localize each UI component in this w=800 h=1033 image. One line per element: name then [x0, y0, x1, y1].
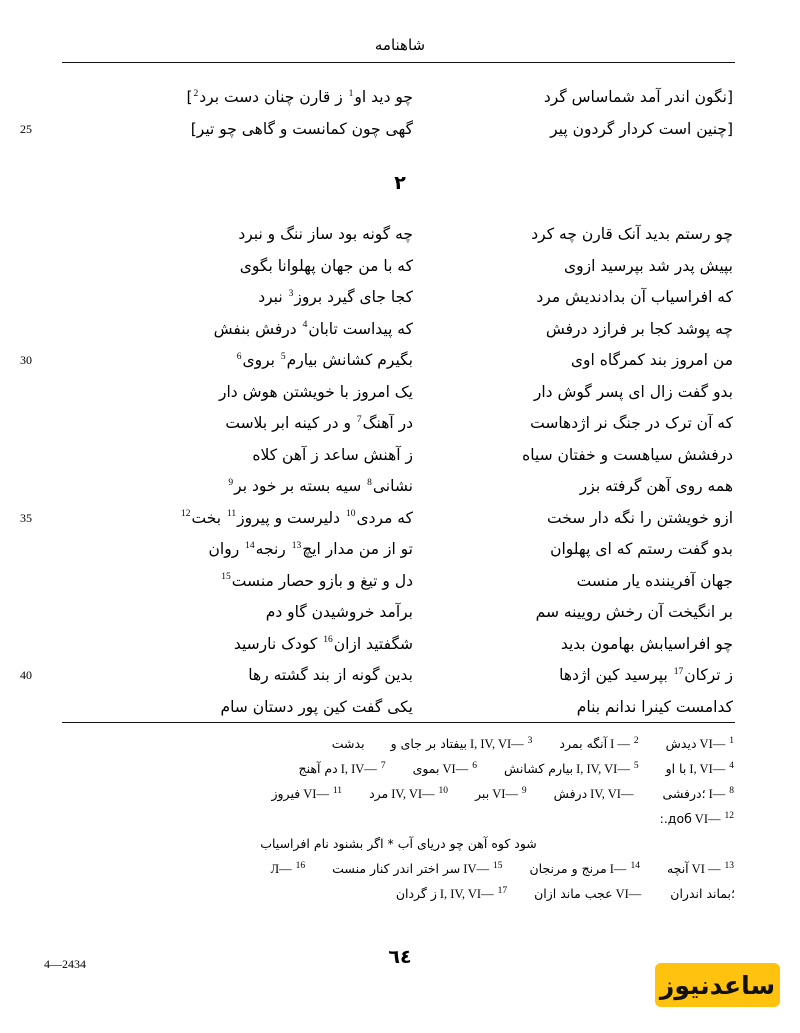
footnote-entry [260, 836, 537, 851]
footnote-rule [62, 722, 735, 723]
watermark-badge [655, 963, 780, 1007]
hemistich-right: چو رستم بدید آنک قارن چه کرد [531, 225, 733, 243]
hemistich-text: تو از من مدار ایچ [302, 540, 413, 558]
verse-block-main [20, 219, 735, 723]
hemistich-left: کجا جای گیرد بروز$^3$ نبرد [258, 288, 413, 306]
hemistich-text: کودک نارسید [233, 634, 318, 653]
manuscript-siglum: I— [609, 862, 627, 876]
hemistich-right: بر انگیخت آن رخش رویینه سم [535, 603, 733, 621]
couplet [62, 440, 735, 472]
hemistich-left: چو دید او$^1$ ز قارن چنان دست برد$^2$] [186, 88, 413, 106]
couplet [62, 534, 735, 566]
watermark-text: ساعدنیوز [659, 970, 776, 1000]
footnote-variant: سر اختر اندر کنار منست [332, 861, 461, 876]
couplet [62, 471, 735, 503]
hemistich-text: بروی [242, 351, 275, 369]
footnote-entry [534, 886, 644, 901]
hemistich-text: روان [208, 540, 240, 558]
hemistich-text: سیه بسته بر خود بر [234, 477, 362, 495]
hemistich-text: کجا جای گیرد بروز [294, 288, 413, 306]
hemistich-text: در آهنگ [362, 414, 413, 432]
footnote-line [62, 806, 735, 831]
manuscript-siglum: VI— [303, 787, 329, 801]
hemistich-right: درفشش سیاهست و خفتان سیاه [522, 445, 733, 464]
footnote-variant: ز گردان [395, 886, 437, 901]
footnote-variant: مرد [369, 786, 389, 801]
footnote-entry: $^5$I, IV, VI—بیارم کشانش [504, 761, 640, 776]
manuscript-siglum: VI— [615, 887, 642, 901]
manuscript-siglum: Л— [270, 862, 292, 876]
hemistich-text: که مردی [356, 508, 413, 527]
manuscript-siglum: I, IV, VI— [439, 887, 494, 901]
hemistich-left: شگفتید ازان$^{16}$ کودک نارسید [233, 634, 413, 653]
hemistich-right: که افراسیاب آن بدادندیش مرد [536, 288, 733, 306]
manuscript-siglum: IV, VI— [590, 787, 634, 801]
hemistich-text: دل و تیغ و بازو حصار منست [231, 571, 413, 590]
footnote-entry: $^9$VI—ببر [475, 786, 528, 801]
verse-block-top [20, 82, 735, 145]
section-number: ٢ [394, 172, 406, 194]
manuscript-siglum: VI — [691, 862, 721, 876]
footnote-line [62, 756, 735, 781]
footnote-entry: $^{11}$VI—فیروز [271, 786, 343, 801]
manuscript-siglum: I— [708, 787, 726, 801]
couplet [62, 629, 735, 661]
page-number: ٦٤ [388, 946, 412, 968]
hemistich-left: بگیرم کشانش بیارم$^5$ بروی$^6$ [236, 351, 413, 369]
couplet [62, 377, 735, 409]
footnote-entry: $^3$I, IV, VI—بیفتاد بر جای و [391, 736, 534, 751]
hemistich-right: همه روی آهن گرفته بزر [579, 477, 733, 495]
footnote-variant: بموی [412, 761, 440, 776]
hemistich-left: نشانی$^8$ سیه بسته بر خود بر$^9$ [228, 477, 413, 495]
hemistich-text: رنجه [255, 540, 286, 558]
couplet [62, 597, 735, 629]
hemistich-right: ازو خویشتن را نگه دار سخت [547, 508, 733, 527]
couplet [20, 660, 735, 692]
hemistich-left: بدین گونه از بند گشته رها [248, 666, 413, 684]
hemistich-right: ز ترکان$^{17}$ بپرسید کین اژدها [559, 666, 733, 684]
footnote-variant: آنچه [666, 861, 689, 876]
manuscript-siglum: I, IV— [340, 762, 377, 776]
hemistich-left: که با من جهان پهلوانا بگوی [239, 256, 413, 275]
footnote-entry: $^{12}$VI—доб.: [660, 811, 735, 826]
hemistich-left: که پیداست تابان$^4$ درفش بنفش [213, 319, 413, 338]
footnote-entry: $^{15}$IV—سر اختر اندر کنار منست [332, 861, 503, 876]
couplet [62, 219, 735, 251]
hemistich-right: بدو گفت زال ای پسر گوش دار [533, 382, 733, 401]
line-number: 40 [20, 668, 32, 682]
hemistich-right: چو افراسیابش بهامون بدید [560, 634, 733, 653]
hemistich-left: در آهنگ$^7$ و در کینه ابر بلاست [225, 414, 413, 432]
couplet [62, 314, 735, 346]
couplet [62, 82, 735, 114]
manuscript-siglum: I, IV, VI— [469, 737, 524, 751]
hemistich-text: بخت [191, 508, 222, 527]
footnote-entry: $^8$I—؛درفشی [662, 786, 735, 801]
footnote-variant: بدشت [331, 736, 365, 751]
footnote-variant: ؛بماند اندران [670, 886, 735, 901]
hemistich-text: نبرد [258, 288, 283, 306]
hemistich-left: دل و تیغ و بازو حصار منست$^{15}$ [221, 571, 413, 590]
couplet [20, 345, 735, 377]
line-number: 25 [20, 121, 32, 136]
footnote-variant: آنگه بمرد [559, 736, 608, 751]
hemistich-left: چه گونه بود ساز ننگ و نبرد [238, 225, 413, 243]
footnote-variant: دم آهنج [298, 761, 338, 776]
hemistich-right: [چنین است کردار گردون پیر [550, 119, 733, 138]
hemistich-text: ز قارن چنان دست برد [199, 88, 343, 106]
couplet [62, 692, 735, 724]
footnote-entry: $^4$I, VI—با او [666, 761, 735, 776]
manuscript-siglum: I, IV, VI— [576, 762, 630, 776]
manuscript-siglum: VI— [694, 812, 721, 826]
footnote-line [62, 831, 735, 856]
hemistich-text: نشانی [372, 477, 413, 495]
manuscript-siglum: IV, VI— [391, 787, 435, 801]
hemistich-text: ز ترکان [684, 666, 733, 684]
couplet [62, 566, 735, 598]
hemistich-text: بگیرم کشانش بیارم [286, 351, 413, 369]
couplet [20, 114, 735, 146]
footnote-entry [332, 736, 365, 751]
hemistich-right: بدو گفت رستم که ای پهلوان [550, 540, 733, 558]
footnote-entry: $^{14}$I—مرنج و مرنجان [530, 861, 641, 876]
hemistich-left: یکی گفت کین پور دستان سام [220, 697, 413, 716]
print-signature: 4—2434 [44, 957, 86, 971]
hemistich-right: جهان آفریننده یار منست [576, 571, 733, 590]
hemistich-text: درفش بنفش [213, 319, 297, 338]
manuscript-siglum: VI— [442, 762, 469, 776]
footnote-line [62, 731, 735, 756]
footnote-line [62, 856, 735, 881]
hemistich-right: کدامست کینرا ندانم بنام [576, 697, 733, 716]
footnote-entry [670, 886, 735, 901]
hemistich-left: برآمد خروشیدن گاو دم [265, 603, 413, 621]
manuscript-siglum: I, VI— [689, 762, 726, 776]
footnote-variant: ؛درفشی [662, 786, 706, 801]
footnote-variant: شود کوه آهن چو دریای آب * اگر بشنود نام افراسیاب [260, 836, 537, 851]
footnote-entry: $^6$VI—بموی [413, 761, 478, 776]
hemistich-right: چه پوشد کجا بر فرازد درفش [545, 319, 733, 338]
hemistich-text: بپرسید کین اژدها [559, 666, 668, 684]
hemistich-left: که مردی$^{10}$ دلیرست و پیروز$^{11}$ بخت$^{12}$ [180, 508, 413, 527]
bracket-close: ] [186, 88, 193, 106]
footnote-apparatus [62, 731, 735, 906]
footnote-entry: $^{10}$IV, VI—مرد [369, 786, 449, 801]
footnote-entry: $^{13}$VI —آنچه [667, 861, 735, 876]
footnote-entry: $^{16}$Л— [268, 861, 306, 876]
manuscript-siglum: IV— [463, 862, 489, 876]
footnote-variant: دیدش [665, 736, 697, 751]
couplet [62, 408, 735, 440]
hemistich-right: من امروز بند کمرگاه اوی [570, 351, 733, 369]
footnote-variant: با او [665, 761, 687, 776]
couplet [20, 503, 735, 535]
running-head: شاهنامه [374, 36, 426, 54]
footnote-variant: بیفتاد بر جای و [390, 736, 467, 751]
header-rule [62, 62, 735, 63]
hemistich-left: گهی چون کمانست و گاهی چو تیر] [190, 119, 413, 138]
couplet [62, 282, 735, 314]
footnote-line [62, 781, 735, 806]
line-number: 30 [20, 353, 32, 367]
manuscript-siglum: VI— [492, 787, 518, 801]
hemistich-right: [نگون اندر آمد شماساس گرد [543, 88, 733, 106]
hemistich-text: دلیرست و پیروز [237, 508, 341, 527]
hemistich-text: که پیداست تابان [308, 319, 413, 338]
hemistich-text: و در کینه ابر بلاست [225, 414, 351, 432]
footnote-entry: $^{17}$I, IV, VI—ز گردان [396, 886, 508, 901]
footnote-variant: درفش [553, 786, 588, 801]
hemistich-left: یک امروز با خویشتن هوش دار [219, 382, 413, 401]
hemistich-right: که آن ترک در جنگ نر اژدهاست [530, 414, 733, 432]
manuscript-siglum: I — [610, 737, 630, 751]
footnote-entry: $^1$VI—دیدش [666, 736, 735, 751]
hemistich-left: تو از من مدار ایچ$^{13}$ رنجه$^{14}$ روان [208, 540, 413, 558]
footnote-variant: عجب ماند ازان [534, 886, 613, 901]
footnote-entry: $^7$I, IV—دم آهنج [299, 761, 387, 776]
line-number: 35 [20, 510, 32, 525]
footnote-entry: $^2$I —آنگه بمرد [559, 736, 639, 751]
hemistich-right: بپیش پدر شد بپرسید ازوی [564, 256, 733, 275]
footnote-entry [554, 786, 637, 801]
footnote-variant: بیارم کشانش [503, 761, 574, 776]
footnote-variant: فیروز [271, 786, 301, 801]
hemistich-text: چو دید او [354, 88, 413, 106]
manuscript-siglum: VI— [699, 737, 726, 751]
footnote-variant: مرنج و مرنجان [529, 861, 607, 876]
footnote-variant: ببر [475, 786, 490, 801]
couplet [62, 251, 735, 283]
hemistich-left: ز آهنش ساعد ز آهن کلاه [252, 445, 413, 464]
footnote-line [62, 881, 735, 906]
hemistich-text: شگفتید ازان [333, 634, 413, 653]
footnote-variant: доб.: [659, 811, 692, 826]
